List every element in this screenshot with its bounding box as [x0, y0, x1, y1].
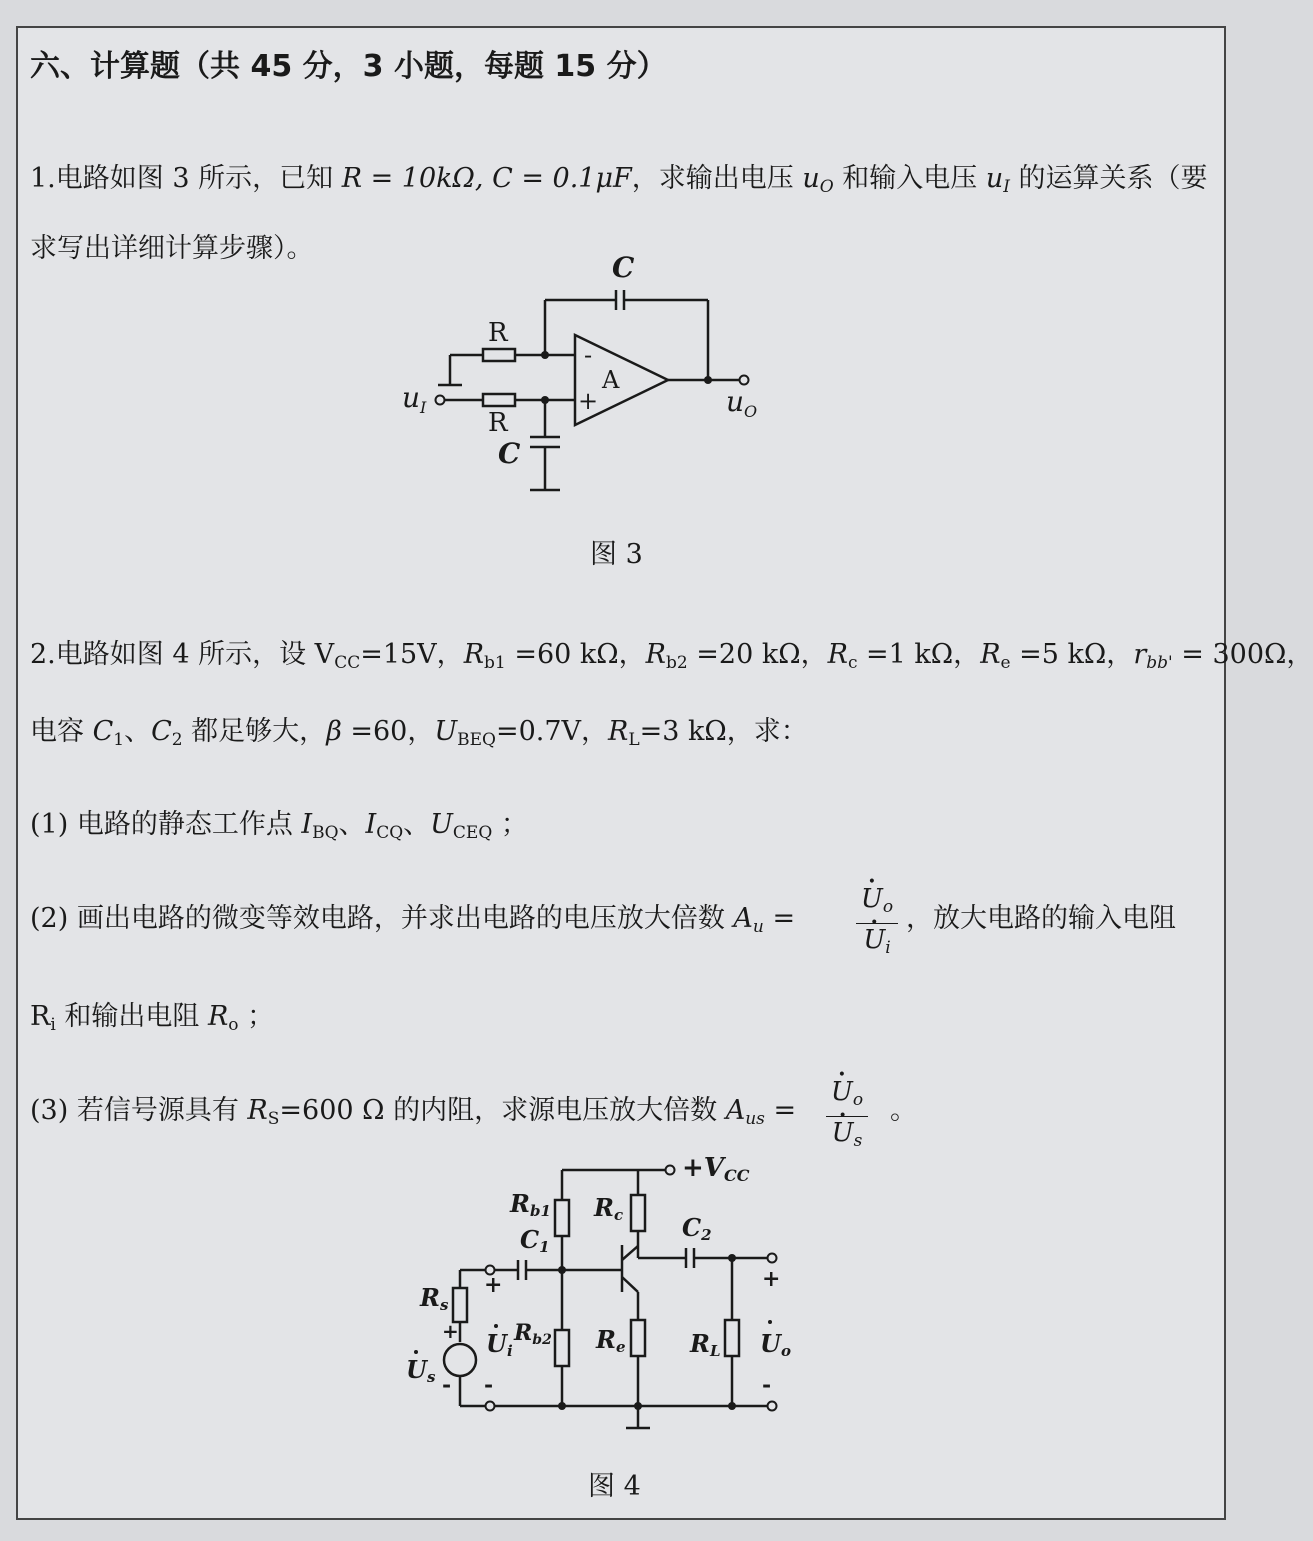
label-r-noninverting: R — [488, 408, 508, 438]
label-plus-src: + — [442, 1319, 459, 1343]
q2-text-line1: 2.电路如图 4 所示，设 $V_{CC}=15V$，$R_{b1} =60$ kΩ，$R_{b2} =20$ kΩ，$R_c =1$ kΩ，$R_e =5$ kΩ，$r_{bb'} = 300\Omega$， — [30, 639, 1313, 673]
q2-subquestion-2: (2) 画出电路的微变等效电路，并求出电路的电压放大倍数 $A_u$ = — [30, 903, 796, 937]
q2-subquestion-3: (3) 若信号源具有 $R_S=600$ Ω 的内阻，求源电压放大倍数 $A_{us}$ = — [30, 1095, 797, 1129]
label-ui: u — [402, 381, 421, 414]
label-c2: C2 — [682, 1213, 712, 1244]
label-c1: C1 — [520, 1225, 550, 1256]
label-uo: u — [726, 385, 745, 418]
label-uo-sub: O — [744, 402, 758, 421]
label-plus: + — [578, 387, 599, 415]
label-ui-sub: I — [420, 398, 427, 417]
label-c-feedback: C — [612, 251, 635, 284]
figure-3-circuit — [380, 245, 780, 505]
q1-text-line1: 1.电路如图 3 所示，已知 R = 10kΩ, C = 0.1μF，求输出电压 $u_O$ 和输入电压 $u_I$ 的运算关系（要 — [30, 163, 1208, 197]
label-rc: Rc — [594, 1193, 624, 1224]
label-r-inverting: R — [488, 318, 508, 348]
label-us: Us — [406, 1355, 436, 1386]
q2-subquestion-3-end: 。 — [890, 1095, 917, 1126]
label-c-ground: C — [498, 437, 521, 470]
figure-4-caption: 图 4 — [588, 1471, 641, 1502]
label-rb1: Rb1 — [510, 1189, 551, 1220]
q2-subquestion-1: (1) 电路的静态工作点 $I_{BQ}$、$I_{CQ}$、$U_{CEQ}$ ； — [30, 809, 528, 843]
fraction-aus: • $U_o$ • $U_s$ — [826, 1078, 868, 1155]
q2-subquestion-2-tail: ，放大电路的输入电阻 — [906, 903, 1176, 934]
fraction-au: • $U_o$ • $U_i$ — [856, 885, 898, 962]
label-rs: Rs — [420, 1283, 449, 1314]
label-minus-src: - — [442, 1372, 452, 1398]
label-minus-in: - — [484, 1372, 494, 1398]
label-uo: Uo — [760, 1329, 791, 1360]
section-title: 六、计算题（共 45 分，3 小题，每题 15 分） — [30, 49, 667, 84]
q1-text-line2: 求写出详细计算步骤）。 — [30, 233, 314, 264]
q2-subquestion-2-line2: $R_i$ 和输出电阻 $R_o$ ； — [30, 1001, 275, 1035]
label-plus-out: + — [762, 1266, 781, 1292]
label-minus-out: - — [762, 1372, 772, 1398]
figure-4-circuit — [390, 1140, 830, 1440]
label-ui: Ui — [486, 1329, 513, 1360]
label-re: Re — [596, 1325, 626, 1356]
label-opamp-a: A — [602, 366, 620, 394]
figure-3-caption: 图 3 — [590, 539, 643, 570]
q2-text-line2: 电容 $C_1$、$C_2$ 都足够大，β =60，$U_{BEQ}=0.7V$，$R_L=3$ kΩ，求： — [30, 716, 808, 750]
label-rl: RL — [690, 1329, 721, 1360]
label-vcc: +VCC — [682, 1153, 750, 1185]
label-minus: - — [584, 341, 593, 369]
label-plus-in: + — [484, 1272, 503, 1298]
label-rb2: Rb2 — [514, 1320, 552, 1348]
